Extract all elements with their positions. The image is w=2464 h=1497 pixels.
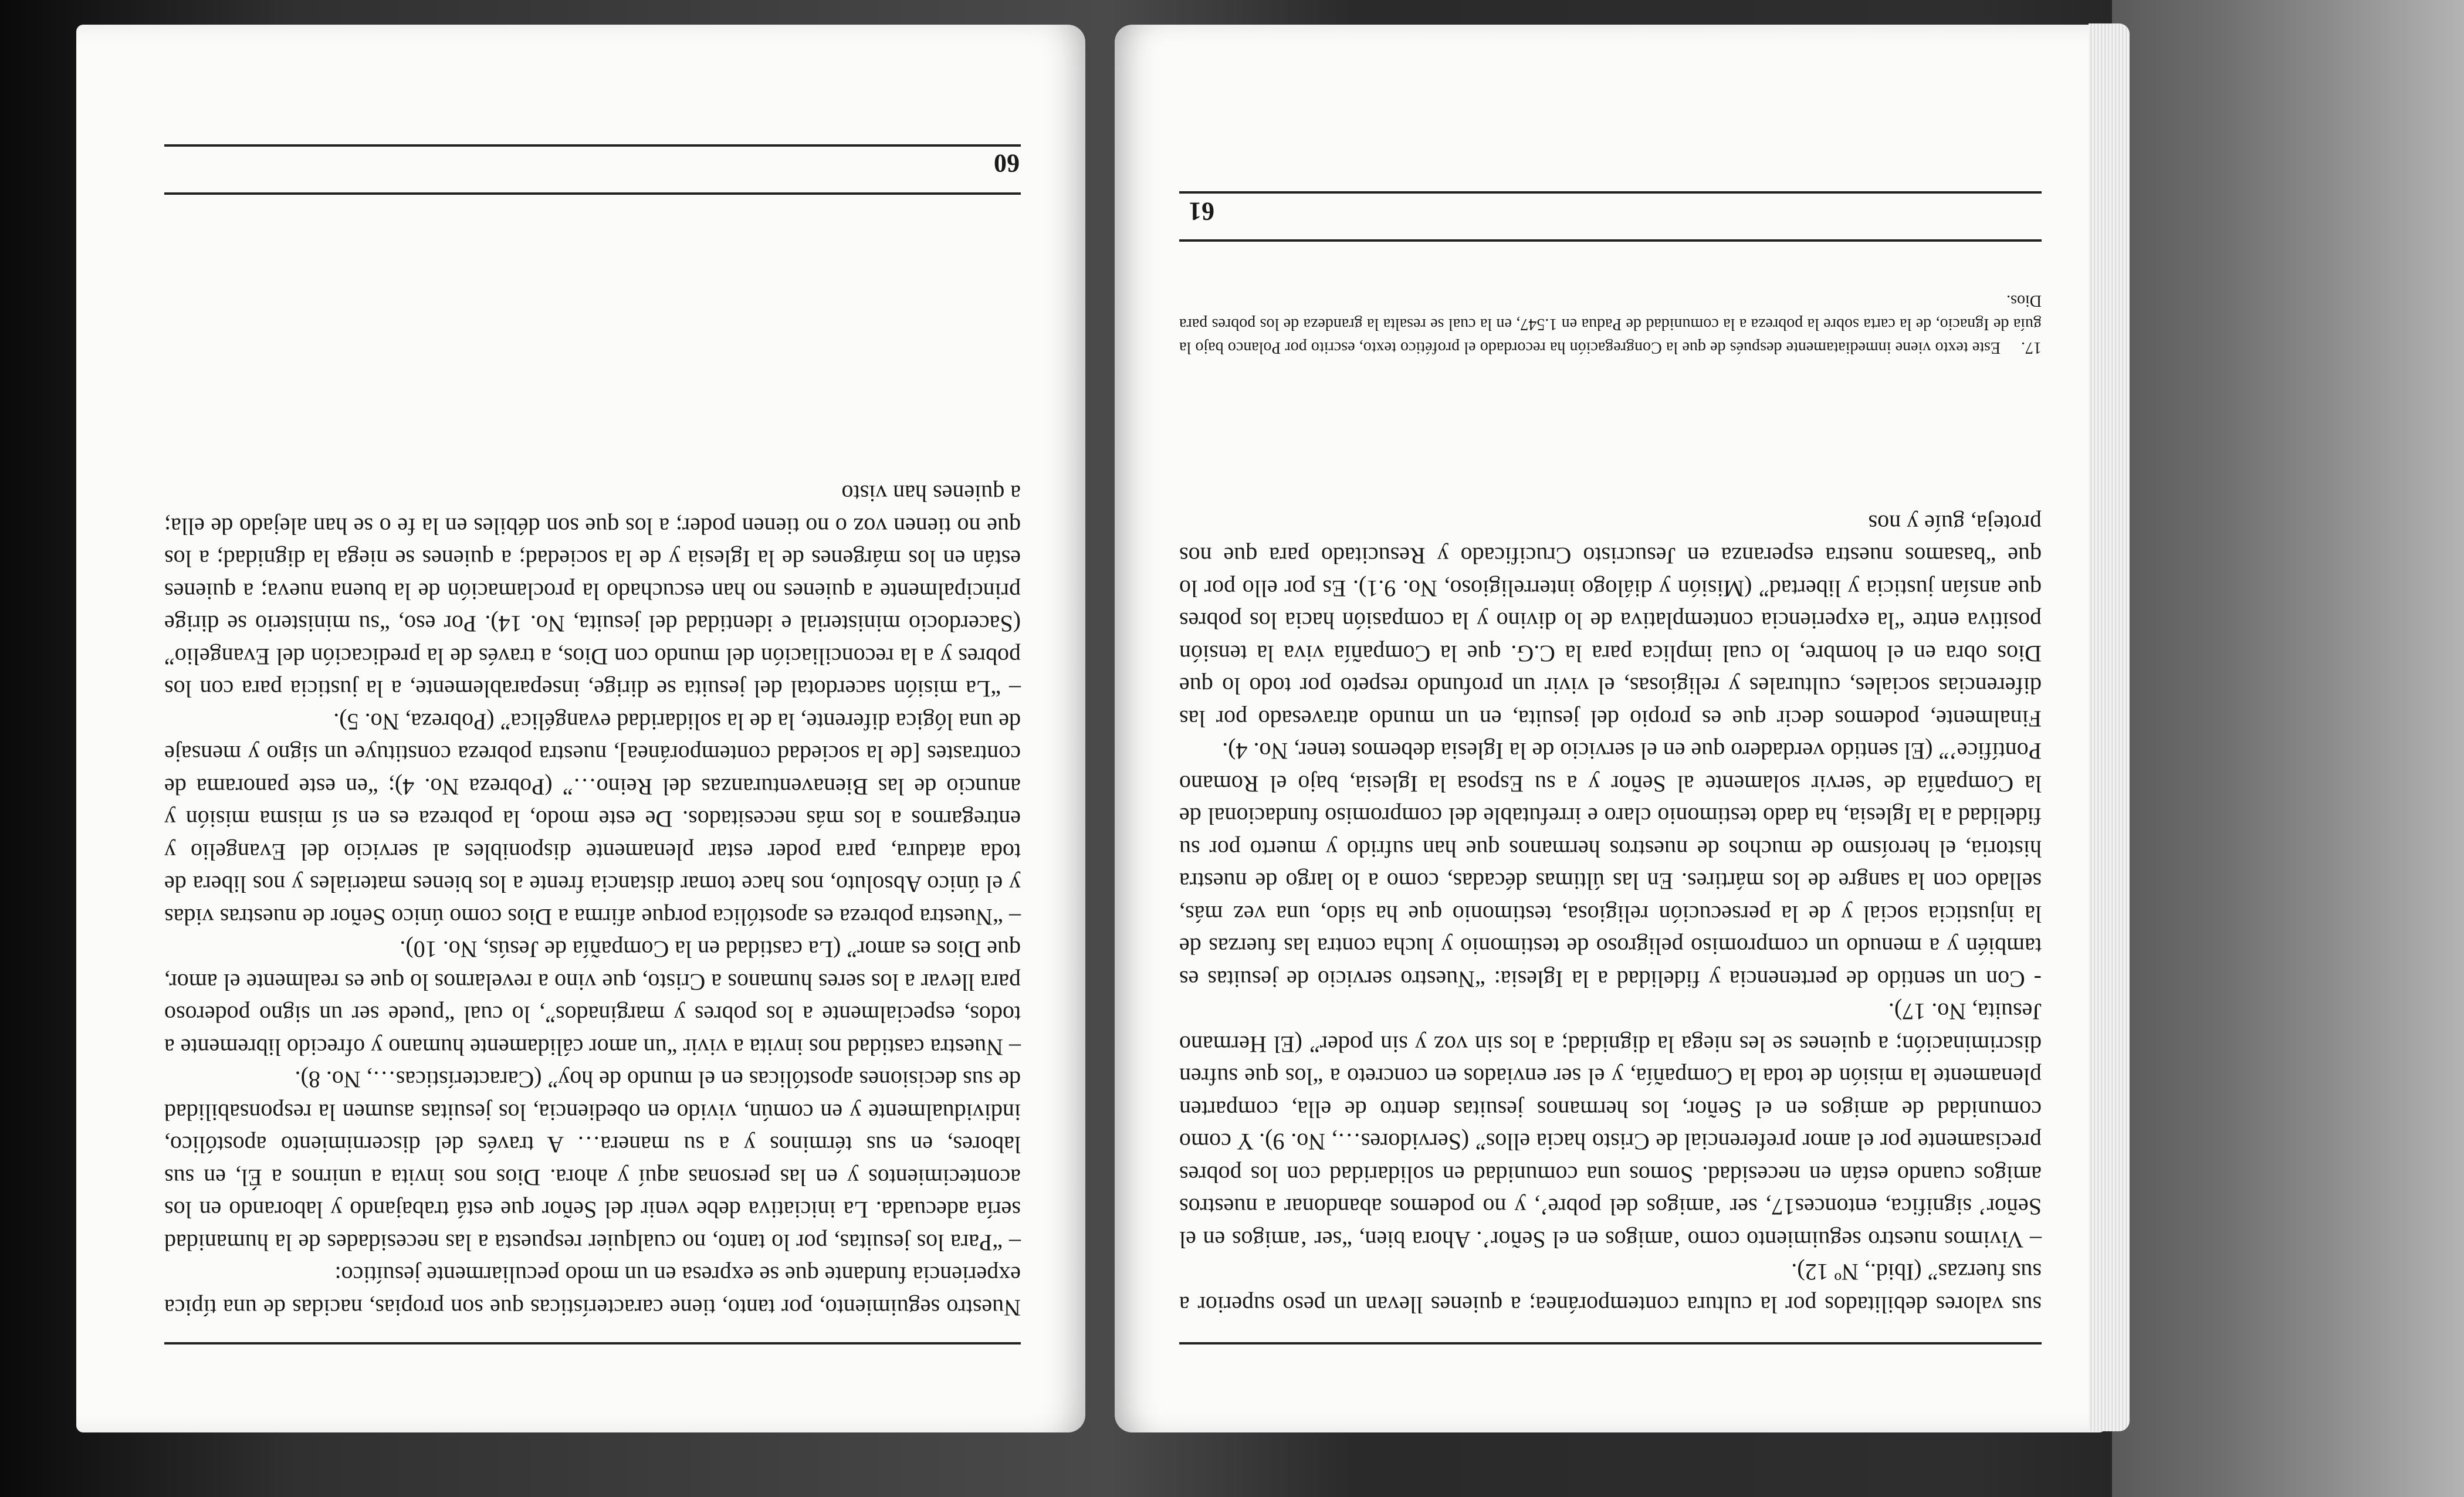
paragraph: Finalmente, podemos decir que es propio del jesuita, en un mundo atravesado por las diferencias sociales, culturales y religiosas, el vivir un profundo respeto por todo lo que Dios obra en el hombre, lo cual implica para la C.G. que la Compañía viva la tensión positiva entre “la experiencia contemplativa de lo divino y la compasión hacia los pobres que ansían justicia y libertad” (Misión y diálogo interreligioso, No. 9.1). Es por ello por lo que “basamos nuestra esperanza en Jesucristo Crucificado y Resucitado para que nos proteja, guíe y nos <box>1179 510 2042 732</box>
paragraph: sus valores debilitados por la cultura contemporánea; a quienes llevan un peso superior a sus fuerzas” (Ibid., Nº 12). <box>1179 1259 2042 1318</box>
bottom-rule <box>164 192 1021 195</box>
paragraph: – Vivimos nuestro seguimiento como ‘amigos en el Señor’. Ahora bien, “ser ‘amigos en el Señor’ significa, entonces17, ser ‘amigos del pobre’, y no podemos abandonar a nuestros amigos cuando están en necesidad. Somos una comunidad en solidaridad con los pobres precisamente por el amor preferencial de Cristo hacia ellos” (Servidores…, No. 9). Y como comunidad de amigos en el Señor, los hermanos jesuitas dentro de ella, comparten plenamente la misión de toda la Compañía, y el ser enviados en concreto a “los que sufren discriminación; a quienes se les niega la dignidad; a los sin voz y sin poder” (El Hermano Jesuita, No. 17). <box>1179 998 2042 1253</box>
page-number: 61 <box>1189 197 1214 226</box>
folio-rule <box>164 144 1021 147</box>
top-rule <box>164 1342 1021 1344</box>
page-60 <box>76 25 1085 1432</box>
paragraph: – “La misión sacerdotal del jesuita se dirige, inseparablemente, a la justicia para con los pobres y a la reconciliación del mundo con Dios, a través de la predicación del Evangelio” (Sacerdocio ministerial e identidad del jesuita, No. 14). Por eso, “su ministerio se dirige principalmente a quienes no han escuchado la proclamación de la buena nueva; a quienes están en los márgenes de la Iglesia y de la sociedad; a quienes se niega la dignidad; a los que no tienen voz o no tienen poder; a los que son débiles en la fe o se han alejado de ella; a quienes han visto <box>164 480 1021 703</box>
folio-rule <box>1179 191 2042 194</box>
paragraph: – “Para los jesuitas, por lo tanto, no cualquier respuesta a las necesidades de la humanidad sería adecuada. La iniciativa debe venir del Señor que está trabajando y laborando en los acontecimientos y en las personas aquí y ahora. Dios nos invita a unirnos a Él, en sus labores, en sus términos y a su manera… A través del discernimiento apostólico, individualmente y en común, vivido en obediencia, los jesuitas asumen la responsabilidad de sus decisiones apostólicas en el mundo de hoy” (Características…, No. 8). <box>164 1066 1021 1256</box>
paragraph: – Nuestra castidad nos invita a vivir “un amor cálidamente humano y ofrecido libremente a todos, especialmente a los pobres y marginados”, lo cual “puede ser un signo poderoso para llevar a los seres humanos a Cristo, que vino a revelarnos lo que es realmente el amor, que Dios es amor” (La castidad en la Compañía de Jesús, No. 10). <box>164 936 1021 1061</box>
top-rule <box>1179 1342 2042 1344</box>
page-61 <box>1115 25 2106 1432</box>
page-61-body <box>1179 507 2042 1322</box>
bottom-rule <box>1179 239 2042 242</box>
footnote-number: 17. <box>2021 338 2042 357</box>
footnote <box>1179 289 2042 359</box>
footnote-text: Este texto viene inmediatamente después de que la Congregación ha recordado el profético texto, escrito por Polanco bajo la guía de Ignacio, de la carta sobre la pobreza a la comunidad de Padua en 1.547, en la cual se resalta la grandeza de los pobres para Dios. <box>1179 292 2042 357</box>
page-60-body <box>164 477 1021 1324</box>
page-edges <box>2089 23 2130 1431</box>
page-number: 60 <box>994 149 1020 178</box>
paragraph: Nuestro seguimiento, por tanto, tiene características que son propias, nacidas de una típica experiencia fundante que se expresa en un modo peculiarmente jesuítico: <box>164 1262 1021 1321</box>
paragraph: - Con un sentido de pertenencia y fidelidad a la Iglesia: “Nuestro servicio de jesuitas es también y a menudo un compromiso peligroso de testimonio y lucha contra las fuerzas de la injusticia social y de la persecución religiosa, testimonio que ha sido, una vez más, sellado con la sangre de los mártires. En las últimas décadas, como a lo largo de nuestra historia, el heroísmo de muchos de nuestros hermanos que han sufrido y muerto por su fidelidad a la Iglesia, ha dado testimonio claro e irrefutable del compromiso fundacional de la Compañía de ‘servir solamente al Señor y a su Esposa la Iglesia, bajo el Romano Pontífice’” (El sentido verdadero que en el servicio de la Iglesia debemos tener, No. 4). <box>1179 738 2042 993</box>
paragraph: – “Nuestra pobreza es apostólica porque afirma a Dios como único Señor de nuestras vidas y el único Absoluto, nos hace tomar distancia frente a los bienes materiales y nos libera de toda atadura, para poder estar plenamente disponibles al servicio del Evangelio y entregarnos a los más necesitados. De este modo, la pobreza es en sí misma misión y anuncio de las Bienaventuranzas del Reino…” (Pobreza No. 4); “en este panorama de contrastes [de la sociedad contemporánea], nuestra pobreza constituye un signo y mensaje de una lógica diferente, la de la solidaridad evangélica” (Pobreza, No. 5). <box>164 709 1021 930</box>
